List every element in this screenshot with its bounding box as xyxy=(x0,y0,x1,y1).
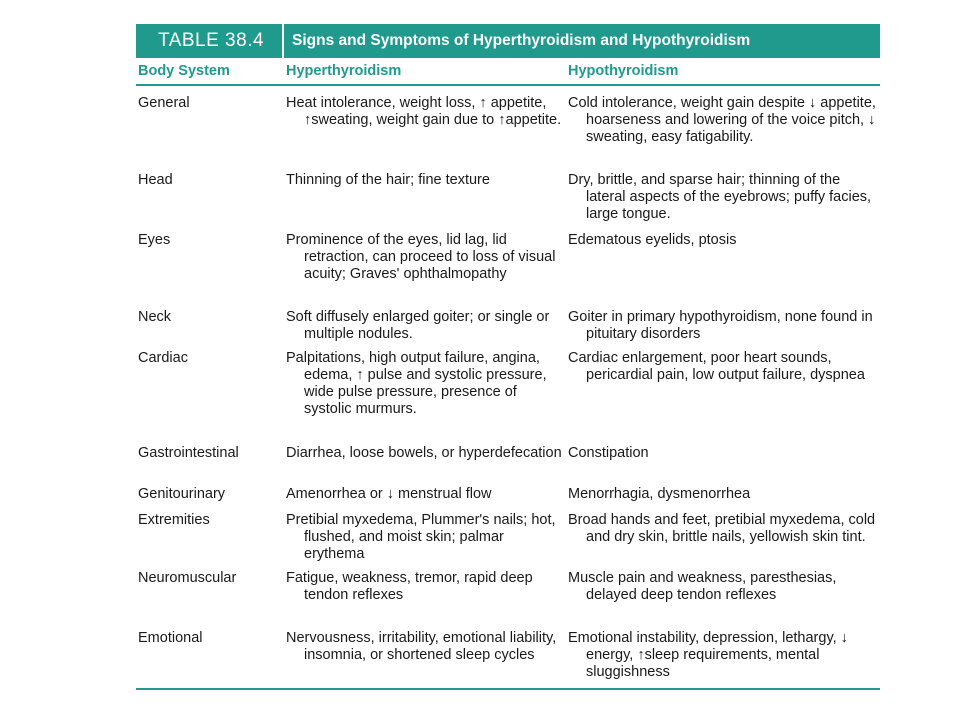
row-hypo-cell: Muscle pain and weakness, paresthesias, delayed deep tendon reflexes xyxy=(568,570,837,603)
row-hyper-cell: Pretibial myxedema, Plummer's nails; hot, flushed, and moist skin; palmar erythema xyxy=(286,512,556,562)
row-hyper-cell: Heat intolerance, weight loss, ↑ appetite, ↑sweating, weight gain due to ↑appetite. xyxy=(286,95,562,128)
row-body-system: Cardiac xyxy=(138,350,188,366)
table-row xyxy=(136,350,880,418)
table-row xyxy=(136,95,880,146)
table-row xyxy=(136,512,880,563)
header-hypothyroidism: Hypothyroidism xyxy=(568,63,679,79)
row-body-system: General xyxy=(138,95,190,111)
row-hypo-cell: Cold intolerance, weight gain despite ↓ appetite, hoarseness and lowering of the voice pitch, ↓ sweating, easy fatigability. xyxy=(568,95,876,145)
row-hypo-cell: Emotional instability, depression, lethargy, ↓ energy, ↑sleep requirements, mental sluggishness xyxy=(568,630,848,680)
row-hyper-cell: Fatigue, weakness, tremor, rapid deep tendon reflexes xyxy=(286,570,533,603)
row-hypo-cell: Broad hands and feet, pretibial myxedema, cold and dry skin, brittle nails, yellowish skin tint. xyxy=(568,512,876,545)
row-body-system: Neuromuscular xyxy=(138,570,237,586)
header-body-system: Body System xyxy=(138,63,230,79)
row-hyper-cell: Thinning of the hair; fine texture xyxy=(286,172,490,188)
row-body-system: Gastrointestinal xyxy=(138,445,239,461)
row-body-system: Neck xyxy=(138,309,172,325)
row-body-system: Genitourinary xyxy=(138,486,226,502)
table-row xyxy=(136,172,880,223)
row-body-system: Emotional xyxy=(138,630,203,646)
row-hypo-cell: Constipation xyxy=(568,445,649,461)
table-row xyxy=(136,309,880,343)
row-hypo-cell: Menorrhagia, dysmenorrhea xyxy=(568,486,751,502)
header-hyperthyroidism: Hyperthyroidism xyxy=(286,63,402,79)
row-hyper-cell: Amenorrhea or ↓ menstrual flow xyxy=(286,486,492,502)
table-number: TABLE 38.4 xyxy=(158,30,265,51)
table-row xyxy=(136,486,880,503)
row-hyper-cell: Palpitations, high output failure, angina, edema, ↑ pulse and systolic pressure, wide pulse pressure, presence of systolic murmurs. xyxy=(286,350,547,417)
thyroid-symptoms-table xyxy=(136,24,880,680)
row-hyper-cell: Nervousness, irritability, emotional liability, insomnia, or shortened sleep cycles xyxy=(286,630,557,663)
table-title-bar xyxy=(136,24,880,58)
table-row xyxy=(136,232,880,283)
row-hyper-cell: Soft diffusely enlarged goiter; or single or multiple nodules. xyxy=(286,309,550,342)
row-body-system: Eyes xyxy=(138,232,171,248)
table-title: Signs and Symptoms of Hyperthyroidism and Hypothyroidism xyxy=(292,32,751,49)
table-bottom-rule xyxy=(136,688,880,690)
row-hypo-cell: Cardiac enlargement, poor heart sounds, pericardial pain, low output failure, dyspnea xyxy=(568,350,865,383)
table-row xyxy=(136,630,880,681)
row-body-system: Extremities xyxy=(138,512,210,528)
table-row xyxy=(136,570,880,604)
row-hypo-cell: Edematous eyelids, ptosis xyxy=(568,232,737,248)
row-hypo-cell: Goiter in primary hypothyroidism, none found in pituitary disorders xyxy=(568,309,873,342)
row-hyper-cell: Prominence of the eyes, lid lag, lid retraction, can proceed to loss of visual acuity; Graves' ophthalmopathy xyxy=(286,232,556,282)
row-hypo-cell: Dry, brittle, and sparse hair; thinning of the lateral aspects of the eyebrows; puffy facies, large tongue. xyxy=(568,172,872,222)
table-row xyxy=(136,445,880,462)
table-header-row xyxy=(136,58,880,86)
row-hyper-cell: Diarrhea, loose bowels, or hyperdefecation xyxy=(286,445,562,461)
row-body-system: Head xyxy=(138,172,173,188)
